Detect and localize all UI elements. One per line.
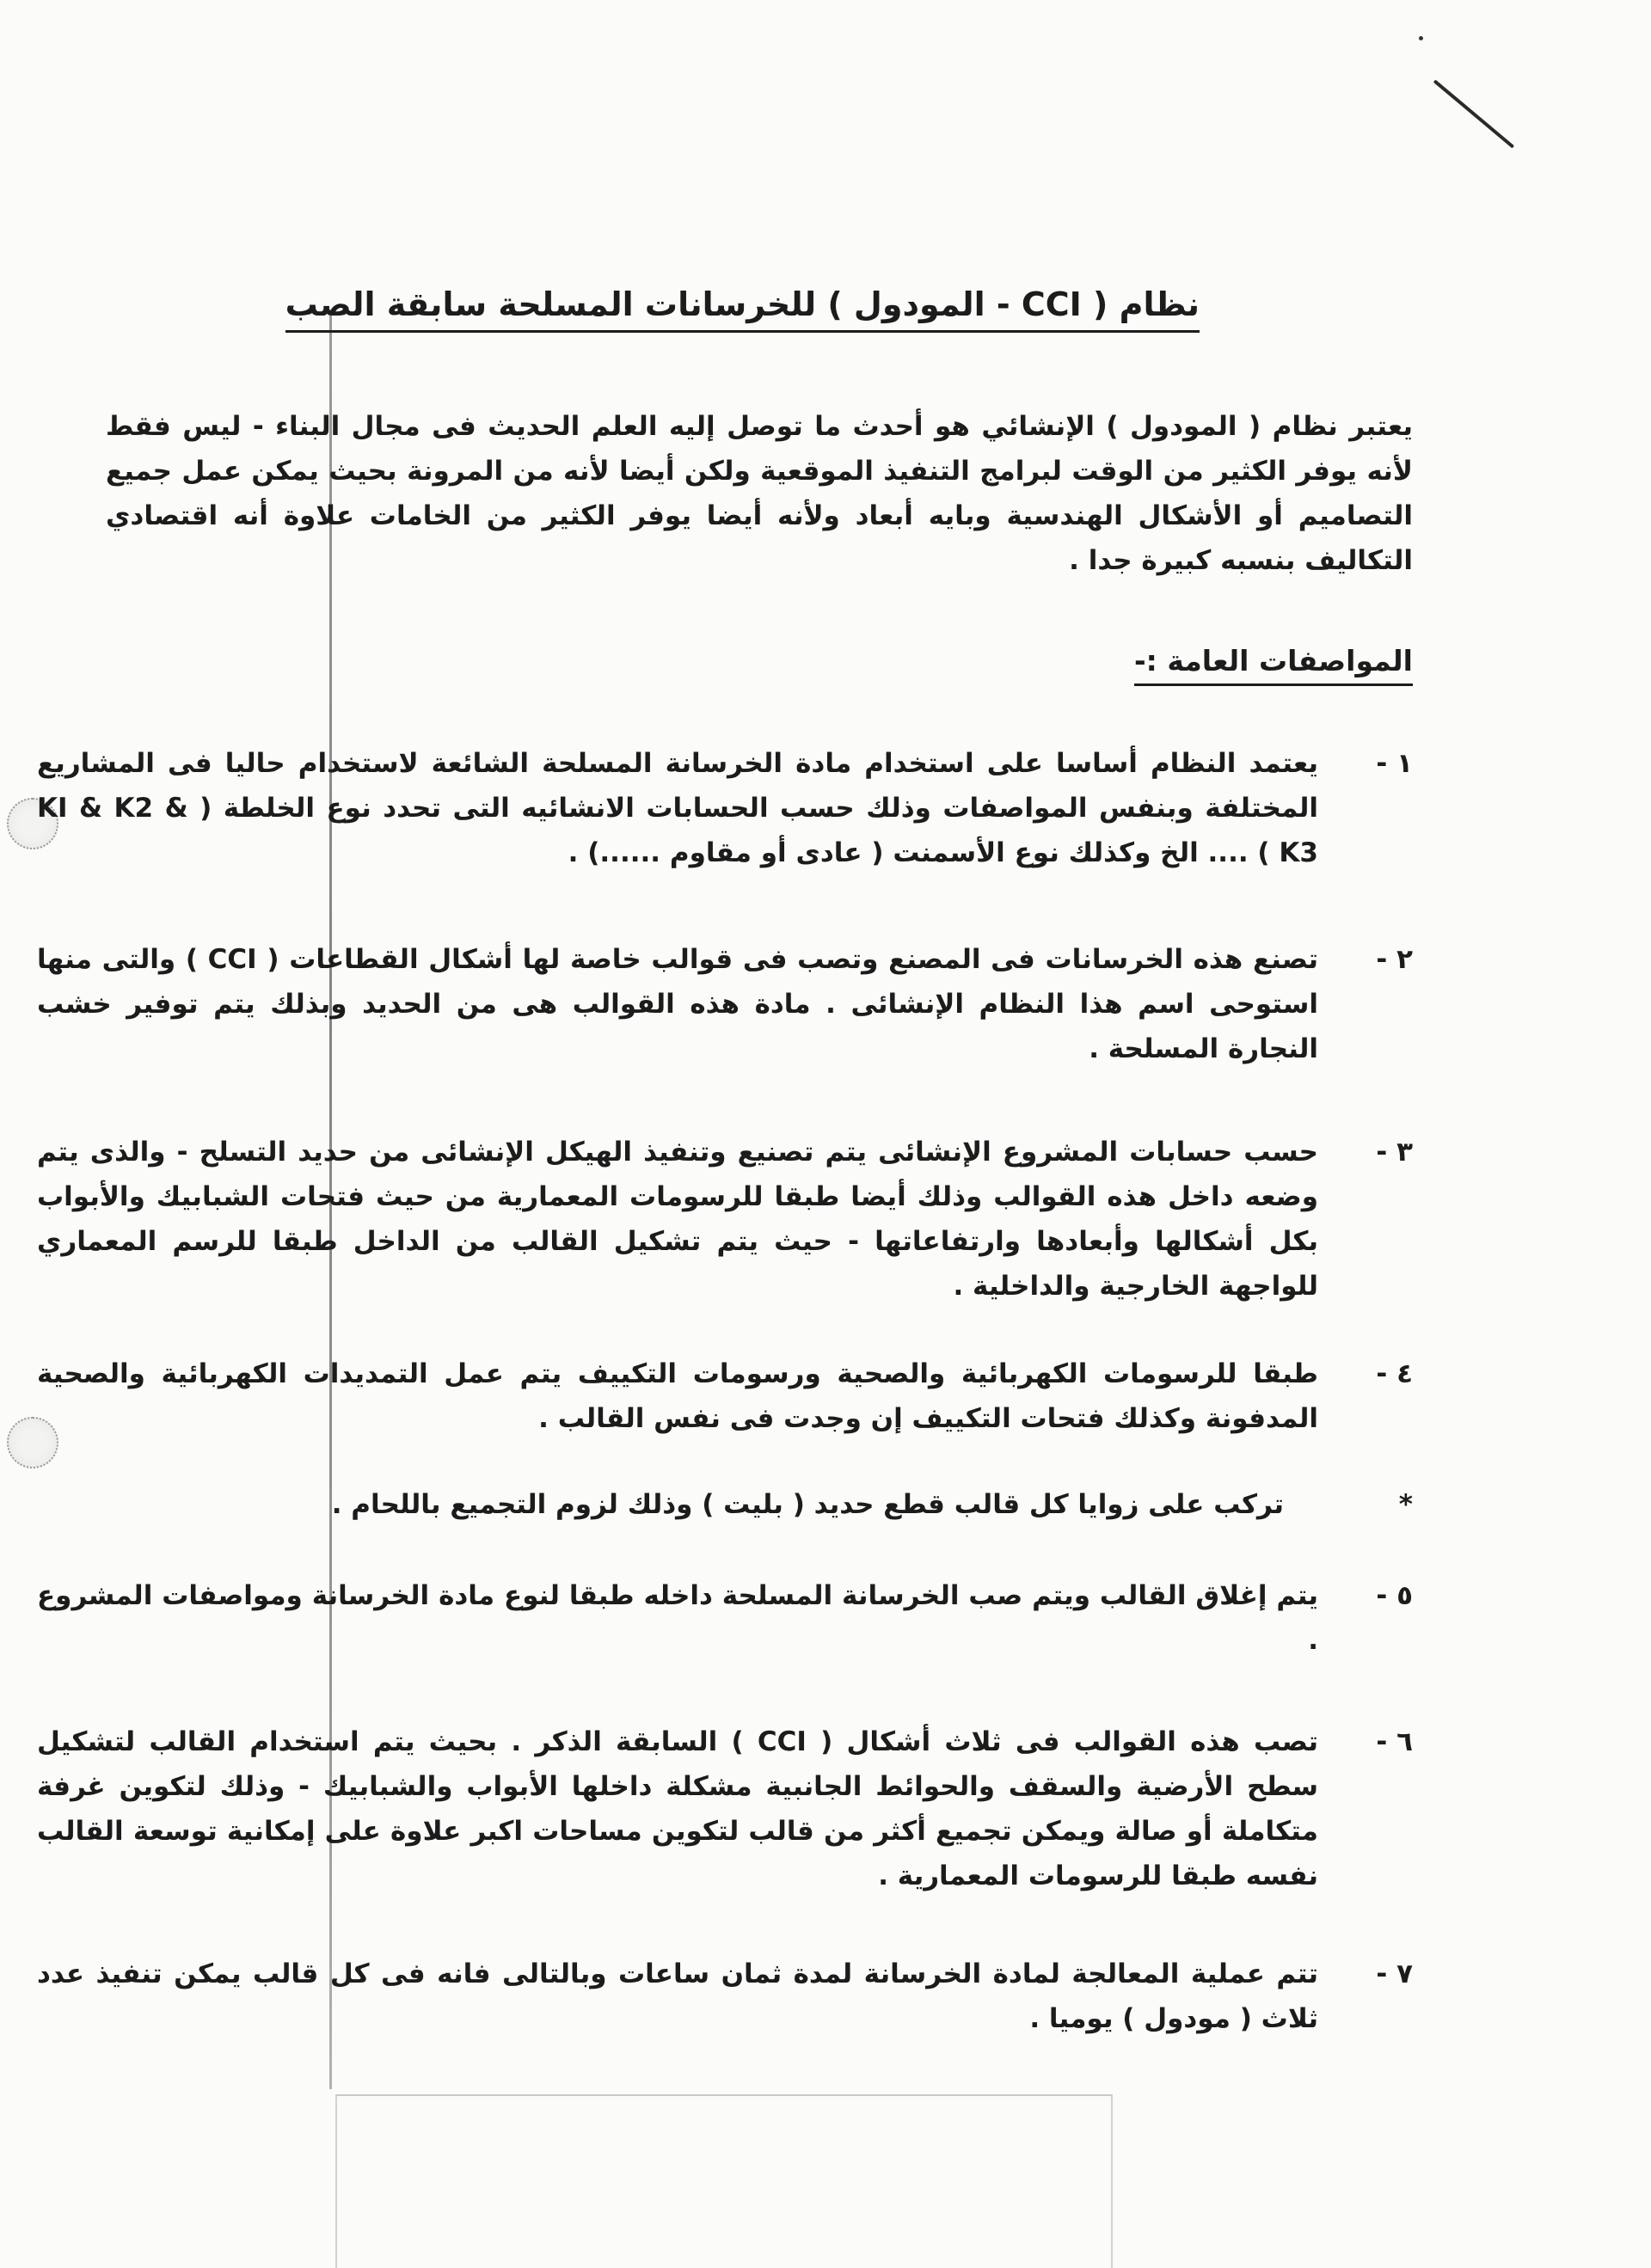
spec-item-5 xyxy=(37,1573,1413,1663)
pen-dot-mark xyxy=(1419,36,1423,40)
pen-stroke-mark xyxy=(1433,79,1514,148)
spec-item-7 xyxy=(37,1952,1413,2041)
note-text: تركب على زوايا كل قالب قطع حديد ( بليت ) وذلك لزوم التجميع باللحام . xyxy=(331,1489,1284,1520)
spec-note xyxy=(37,1482,1413,1527)
spec-item-number: ٥ - xyxy=(1376,1580,1413,1611)
spec-item-2 xyxy=(37,937,1413,1071)
spec-item-number: ٤ - xyxy=(1376,1358,1413,1389)
spec-item-3 xyxy=(37,1130,1413,1309)
spec-item-text: تتم عملية المعالجة لمادة الخرسانة لمدة ثمان ساعات وبالتالى فانه فى كل قالب يمكن تنفيذ عدد ثلاث ( مودول ) يوميا . xyxy=(37,1958,1318,2034)
spec-item-text: تصب هذه القوالب فى ثلاث أشكال ( CCI ) السابقة الذكر . بحيث يتم استخدام القالب لتشكيل سطح الأرضية والسقف والحوائط الجانبية مشكلة داخلها الأبواب والشبابيك - وذلك لتكوين غرفة متكاملة أو صالة ويمكن تجميع أكثر من قالب لتكوين مساحات اكبر علاوة على إمكانية توسعة القالب نفسه طبقا للرسومات المعمارية . xyxy=(37,1726,1318,1891)
spec-item-text: يتم إغلاق القالب ويتم صب الخرسانة المسلحة داخله طبقا لنوع مادة الخرسانة ومواصفات المشروع . xyxy=(37,1580,1318,1656)
spec-item-number: ٧ - xyxy=(1376,1958,1413,1989)
spec-item-number: ٣ - xyxy=(1376,1137,1413,1168)
spec-item-text: يعتمد النظام أساسا على استخدام مادة الخرسانة المسلحة الشائعة لاستخدام حاليا فى المشاريع المختلفة وبنفس المواصفات وذلك حسب الحسابات الانشائيه التى تحدد نوع الخلطة ( KI & K2 & K3 ) .... الخ وكذلك نوع الأسمنت ( عادى أو مقاوم ......) . xyxy=(37,748,1319,868)
spec-item-number: ٢ - xyxy=(1376,944,1413,975)
spec-item-text: تصنع هذه الخرسانات فى المصنع وتصب فى قوالب خاصة لها أشكال القطاعات ( CCI ) والتى منها استوحى اسم هذا النظام الإنشائى . مادة هذه القوالب هى من الحديد وبذلك يتم توفير خشب النجارة المسلحة . xyxy=(37,944,1318,1064)
intro-paragraph: يعتبر نظام ( المودول ) الإنشائي هو أحدث ما توصل إليه العلم الحديث فى مجال البناء - ليس فقط لأنه يوفر الكثير من الوقت لبرامج التنفيذ الموقعية ولكن أيضا لأنه من المرونة بحيث يمكن عمل جميع التصاميم أو الأشكال الهندسية وبايه أبعاد ولأنه أيضا يوفر الكثير من الخامات علاوة أنه اقتصادي التكاليف بنسبه كبيرة جدا . xyxy=(106,411,1413,576)
document-title: نظام ( CCI - المودول ) للخرسانات المسلحة سابقة الصب xyxy=(285,285,1200,333)
section-heading-general-specs: المواصفات العامة :- xyxy=(1134,643,1413,686)
spec-item-6 xyxy=(37,1719,1413,1898)
spec-item-number: ١ - xyxy=(1376,748,1413,779)
spec-item-text: حسب حسابات المشروع الإنشائى يتم تصنيع وتنفيذ الهيكل الإنشائى من حديد التسلح - والذى يتم وضعه داخل هذه القوالب وذلك أيضا طبقا للرسومات المعمارية من حيث فتحات الشبابيك والأبواب بكل أشكالها وأبعادها وارتفاعاتها - حيث يتم تشكيل القالب من الداخل طبقا للرسم المعماري للواجهة الخارجية والداخلية . xyxy=(37,1137,1318,1302)
bottom-frame xyxy=(335,2094,1113,2268)
spec-item-4 xyxy=(37,1352,1413,1441)
note-bullet: * xyxy=(1398,1489,1413,1520)
spec-item-1 xyxy=(37,741,1413,875)
spec-item-text: طبقا للرسومات الكهربائية والصحية ورسومات التكييف يتم عمل التمديدات الكهربائية والصحية المدفونة وكذلك فتحات التكييف إن وجدت فى نفس القالب . xyxy=(37,1358,1318,1434)
spec-item-number: ٦ - xyxy=(1376,1726,1413,1757)
